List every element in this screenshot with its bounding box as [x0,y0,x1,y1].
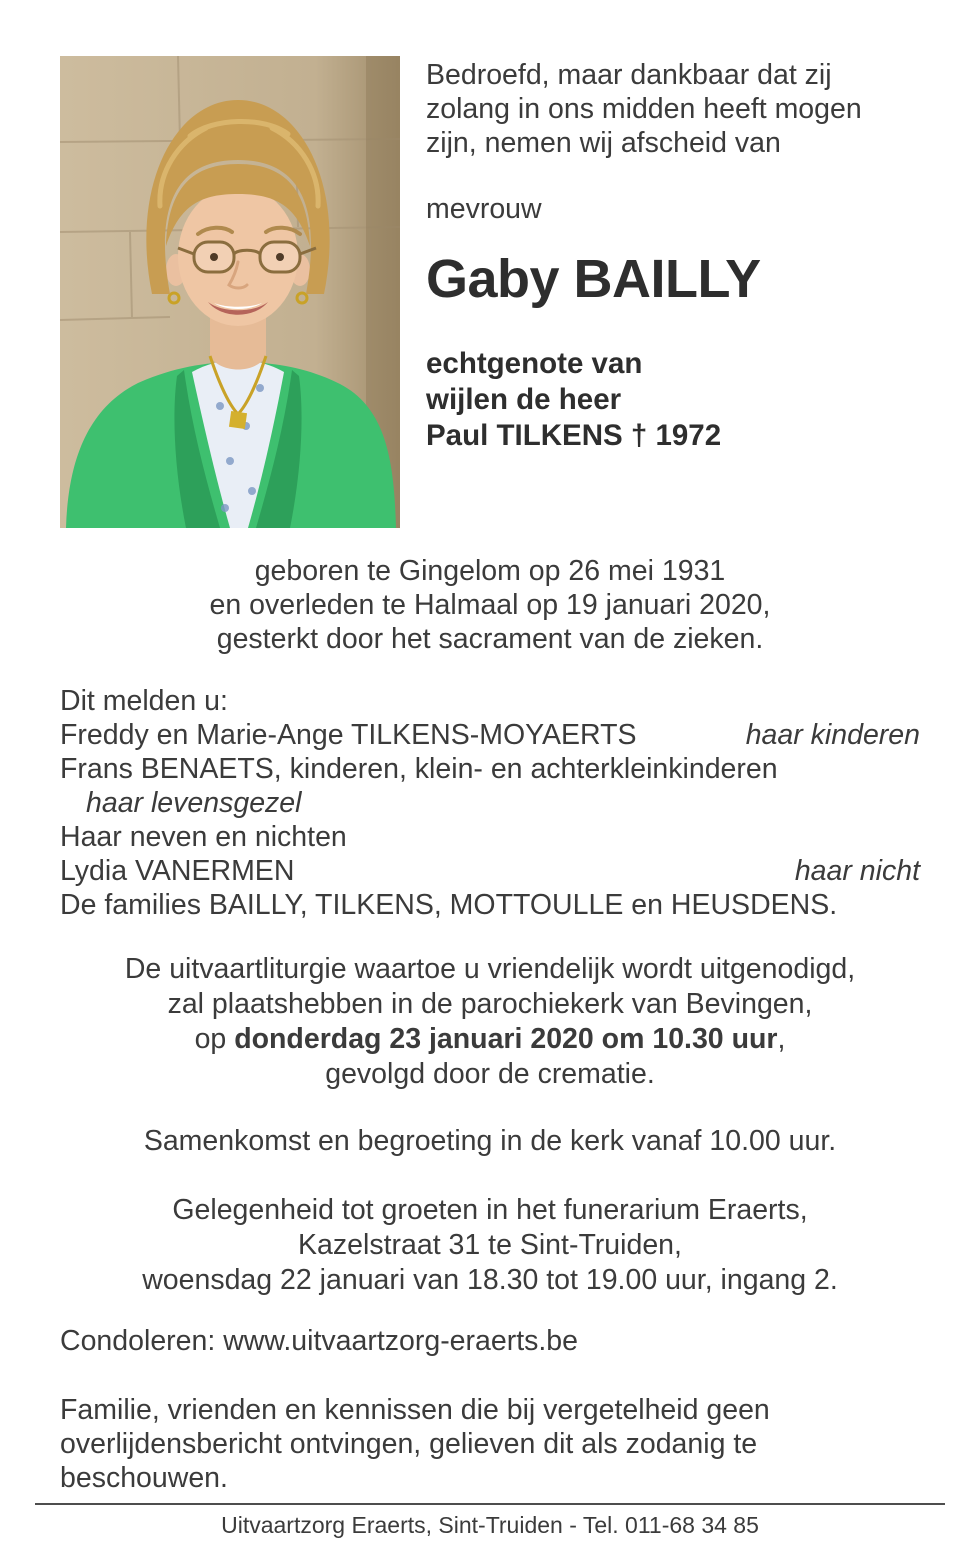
condolences-label: Condoleren: [60,1325,224,1357]
birth-death-line: geboren te Gingelom op 26 mei 1931 [254,555,726,587]
notice-section [60,1393,920,1495]
relative-names: Lydia VANERMEN [60,855,295,887]
liturgy-line: De uitvaartliturgie waartoe u vriendelijk wordt uitgenodigd, [124,953,856,985]
birth-death-line: en overleden te Halmaal op 19 januari 2020, [209,589,771,621]
gathering-line: Samenkomst en begroeting in de kerk vanaf 10.00 uur. [143,1125,837,1157]
spouse-line: Paul TILKENS † 1972 [426,419,722,452]
notice-line: Familie, vrienden en kennissen die bij vergetelheid geen [60,1394,770,1426]
deceased-name: Gaby BAILLY [426,249,761,309]
liturgy-date-bold: donderdag 23 januari 2020 om 10.30 uur [234,1023,778,1055]
spouse-line: echtgenote van [426,347,643,380]
relative-names: Frans BENAETS, kinderen, klein- en achterkleinkinderen [60,753,778,785]
portrait-illustration [60,56,400,528]
portrait-photo [60,56,400,528]
relative-row: Haar neven en nichten [60,821,347,853]
liturgy-line: zal plaatshebben in de parochiekerk van Bevingen, [167,988,813,1020]
condolences-line [60,1324,920,1359]
intro-line: zijn, nemen wij afscheid van [426,127,781,159]
header-section [60,56,920,528]
relative-row: De families BAILLY, TILKENS, MOTTOULLE en HEUSDENS. [60,889,838,921]
birth-death-line: gesterkt door het sacrament van de zieken. [216,623,764,655]
visitation-line: woensdag 22 januari van 18.30 tot 19.00 uur, ingang 2. [142,1264,838,1296]
liturgy-date-suffix: , [777,1023,786,1055]
visitation-line: Kazelstraat 31 te Sint-Truiden, [298,1229,682,1261]
visitation-line: Gelegenheid tot groeten in het funerarium Eraerts, [172,1194,808,1226]
relative-relation: haar kinderen [745,719,920,751]
notice-line: beschouwen. [60,1462,228,1494]
visitation-section [60,1193,920,1298]
condolences-url: www.uitvaartzorg-eraerts.be [223,1325,579,1357]
relative-row [60,718,920,752]
liturgy-line: gevolgd door de crematie. [325,1058,655,1090]
announcement-text [426,56,862,528]
relative-names: Freddy en Marie-Ange TILKENS-MOYAERTS [60,719,637,751]
notice-line: overlijdensbericht ontvingen, gelieven dit als zodanig te [60,1428,758,1460]
relative-row [60,854,920,888]
relatives-heading: Dit melden u: [60,685,228,717]
liturgy-date-line [60,1022,920,1057]
intro-line: Bedroefd, maar dankbaar dat zij [426,59,832,91]
spouse-line: wijlen de heer [426,383,622,416]
liturgy-section [60,952,920,1092]
birth-death-section [60,554,920,656]
liturgy-date-prefix: op [194,1023,235,1055]
title-prefix: mevrouw [426,193,542,225]
relative-row [60,752,920,786]
intro-line: zolang in ons midden heeft mogen [426,93,862,125]
spouse-lines [426,346,862,454]
relative-relation: haar levensgezel [86,787,302,819]
relatives-section [60,684,920,922]
funeral-home-footer: Uitvaartzorg Eraerts, Sint-Truiden - Tel. 011-68 34 85 [35,1503,945,1539]
relative-relation: haar nicht [794,855,920,887]
